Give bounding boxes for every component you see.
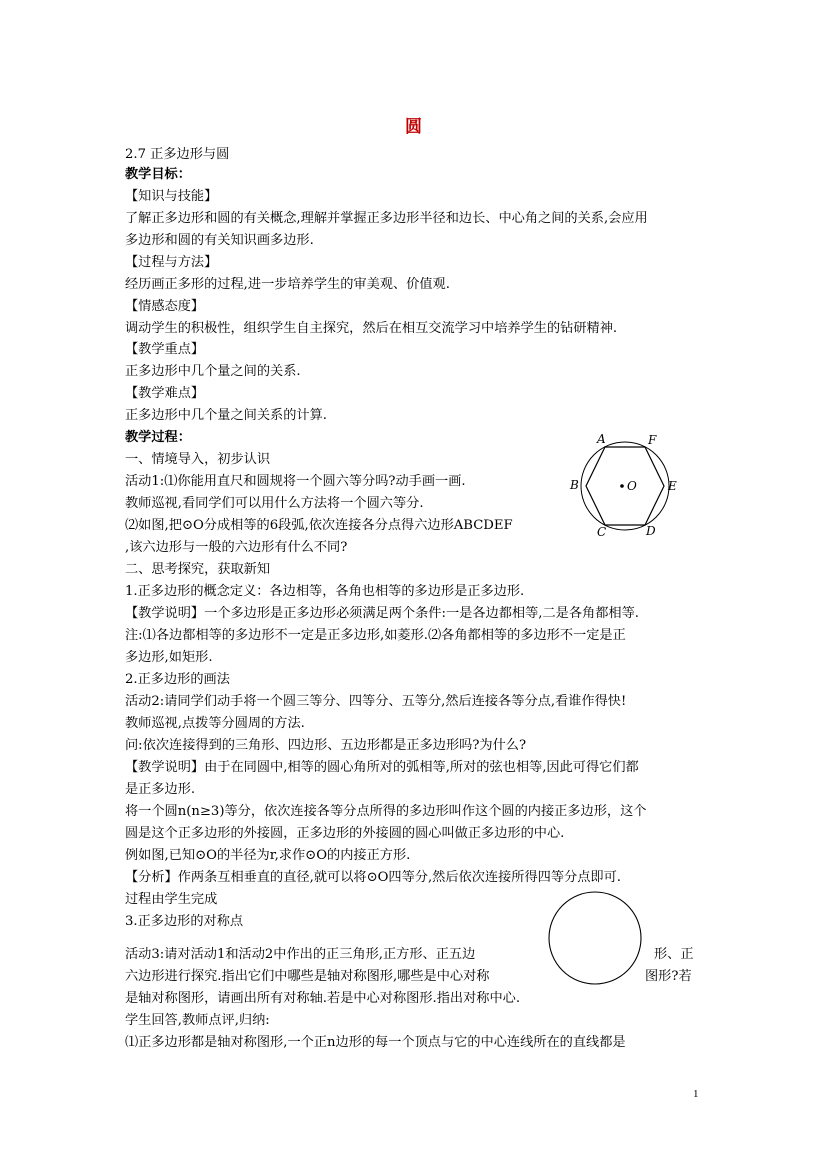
paragraph-line-continued: 图形?若 xyxy=(645,969,692,984)
paragraph-line: ⑴正多边形都是轴对称图形,一个正n边形的每一个顶点与它的中心连线所在的直线都是 xyxy=(125,1035,626,1050)
paragraph-line: ,该六边形与一般的六边形有什么不同? xyxy=(125,540,348,555)
label-O: O xyxy=(627,479,637,493)
label-E: E xyxy=(668,479,677,493)
paragraph-line: ⑵如图,把⊙O分成相等的6段弧,依次连接各分点得六边形ABCDEF xyxy=(125,518,513,533)
subheading: 【情感态度】 xyxy=(125,299,205,314)
paragraph-line: 问:依次连接得到的三角形、四边形、五边形都是正多边形吗?为什么? xyxy=(125,738,527,753)
paragraph-line: 活动2:请同学们动手将一个圆三等分、四等分、五等分,然后连接各等分点,看谁作得快! xyxy=(125,694,627,709)
circumcircle xyxy=(581,442,669,530)
paragraph-line-continued: 形、正 xyxy=(654,947,694,962)
label-F: F xyxy=(648,433,657,447)
label-C: C xyxy=(597,525,607,539)
teaching-goals-heading: 教学目标： xyxy=(125,167,191,182)
paragraph-line: 活动1:⑴你能用直尺和圆规将一个圆六等分吗?动手画一画. xyxy=(125,474,466,489)
regular-hexagon xyxy=(586,447,664,525)
paragraph-line: 过程由学生完成 xyxy=(125,892,218,907)
label-B: B xyxy=(570,478,579,492)
paragraph-line: 3.正多边形的对称点 xyxy=(125,914,244,929)
paragraph-line: 活动3:请对活动1和活动2中作出的正三角形,正方形、正五边 xyxy=(125,947,476,962)
paragraph-line: 正多边形中几个量之间的关系. xyxy=(125,364,301,379)
paragraph-line: 调动学生的积极性，组织学生自主探究，然后在相互交流学习中培养学生的钻研精神. xyxy=(125,321,618,336)
paragraph-line: 多边形,如矩形. xyxy=(125,650,213,665)
paragraph-line: 【教学说明】一个多边形是正多边形必须满足两个条件:一是各边都相等,二是各角都相等. xyxy=(125,606,639,621)
circle-figure xyxy=(545,888,645,988)
hexagon-in-circle-figure xyxy=(567,432,682,542)
teaching-process-heading: 教学过程： xyxy=(125,430,191,445)
paragraph-line: 圆是这个正多边形的外接圆，正多边形的外接圆的圆心叫做正多边形的中心. xyxy=(125,826,565,841)
paragraph-line: 六边形进行探究.指出它们中哪些是轴对称图形,哪些是中心对称 xyxy=(125,969,490,984)
subheading: 【教学重点】 xyxy=(125,342,205,357)
paragraph-line: 【教学说明】由于在同圆中,相等的圆心角所对的弧相等,所对的弦也相等,因此可得它们都 xyxy=(125,760,639,775)
label-D: D xyxy=(646,524,656,538)
paragraph-line: 教师巡视,点拨等分圆周的方法. xyxy=(125,716,305,731)
section-heading: 2.7 正多边形与圆 xyxy=(125,147,230,162)
paragraph-line: 1.正多边形的概念定义：各边相等，各角也相等的多边形是正多边形. xyxy=(125,584,525,599)
paragraph-line: 【分析】作两条互相垂直的直径,就可以将⊙O四等分,然后依次连接所得四等分点即可. xyxy=(125,870,621,885)
paragraph-line: 教师巡视,看同学们可以用什么方法将一个圆六等分. xyxy=(125,496,424,511)
subheading: 【知识与技能】 xyxy=(125,189,218,204)
page-title: 圆 xyxy=(405,117,422,137)
paragraph-line: 2.正多边形的画法 xyxy=(125,672,230,687)
paragraph-line: 了解正多边形和圆的有关概念,理解并掌握正多边形半径和边长、中心角之间的关系,会应用 xyxy=(125,211,648,226)
paragraph-line: 例如图,已知⊙O的半径为r,求作⊙O的内接正方形. xyxy=(125,848,411,863)
circle xyxy=(549,892,641,984)
paragraph-line: 将一个圆n(n≥3)等分，依次连接各等分点所得的多边形叫作这个圆的内接正多边形，这个 xyxy=(125,804,647,819)
paragraph-line: 二、思考探究，获取新知 xyxy=(125,562,271,577)
paragraph-line: 是轴对称图形，请画出所有对称轴.若是中心对称图形.指出对称中心. xyxy=(125,991,521,1006)
paragraph-line: 是正多边形. xyxy=(125,782,196,797)
paragraph-line: 经历画正多形的过程,进一步培养学生的审美观、价值观. xyxy=(125,277,450,292)
page-number: 1 xyxy=(693,1088,699,1100)
paragraph-line: 多边形和圆的有关知识画多边形. xyxy=(125,233,314,248)
paragraph-line: 学生回答,教师点评,归纳: xyxy=(125,1013,270,1028)
paragraph-line: 注:⑴各边都相等的多边形不一定是正多边形,如菱形.⑵各角都相等的多边形不一定是正 xyxy=(125,628,626,643)
center-point xyxy=(620,484,624,488)
label-A: A xyxy=(597,432,606,446)
paragraph-line: 一、情境导入，初步认识 xyxy=(125,452,271,467)
paragraph-line: 正多边形中几个量之间关系的计算. xyxy=(125,408,328,423)
subheading: 【过程与方法】 xyxy=(125,255,218,270)
subheading: 【教学难点】 xyxy=(125,386,205,401)
